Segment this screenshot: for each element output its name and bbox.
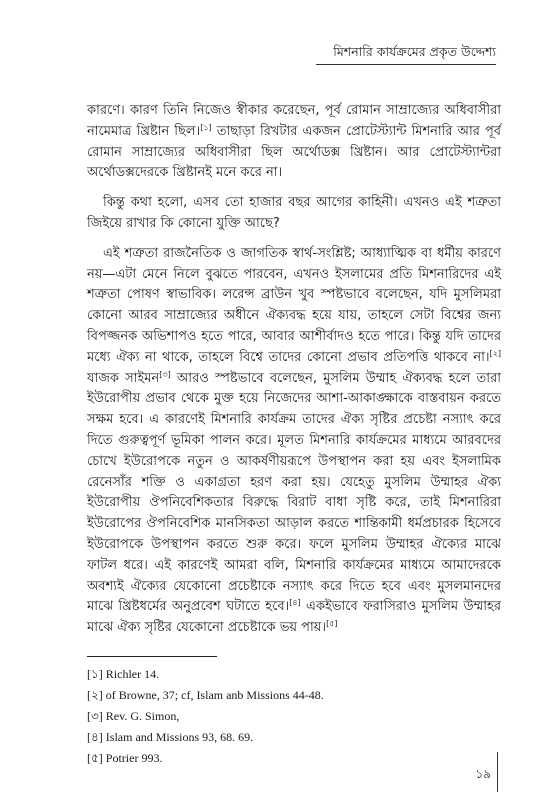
body-text <box>87 101 501 648</box>
footnote-marker: [১] <box>200 122 212 132</box>
footnote: [৩] Rev. G. Simon, <box>87 709 180 723</box>
page-number: ১৯ <box>475 767 491 781</box>
paragraph <box>87 101 501 184</box>
running-head: মিশনারি কার্যক্রমের প্রকৃত উদ্দেশ্য <box>333 44 496 59</box>
paragraph-text: আরও স্পষ্টভাবে বলেছেন, মুসলিম উম্মাহ ঐক্যবদ্ধ হলে তারা ইউরোপীয় প্রভাব থেকে মুক্ত হয়ে নিজেদের আশা-আকাঙ্ক্ষাকে বাস্তবায়ন করতে সক্ষম হবে। এ কারণেই মিশনারি কার্যক্রম তাদের ঐক্য সৃষ্টির প্রচেষ্টা নস্যাৎ করে দিতে গুরুত্বপূর্ণ ভূমিকা পালন করে। মূলত মিশনারি কার্যক্রমের মাধ্যমে আরবদের চোখে ইউরোপকে নতুন ও আকর্ষণীয়রূপে উপস্থাপন করা হয় এবং ইসলামিক রেনেসাঁর শক্তি ও একাগ্রতা হরণ করা হয়। যেহেতু মুসলিম উম্মাহর ঐক্য ইউরোপীয় ঔপনিবেশিকতার বিরুদ্ধে বিরাট বাধা সৃষ্টি করে, তাই মিশনারিরা ইউরোপের ঔপনিবেশিক মানসিকতা আড়াল করতে শান্তিকামী ধর্মপ্রচারক হিসেবে ইউরোপকে উপস্থাপন করতে শুরু করে। ফলে মুসলিম উম্মাহর ঐক্যের মাঝে ফাটল ধরে। এই কারণেই আমরা বলি, মিশনারি কার্যক্রমের মাধ্যমে আমাদেরকে অবশ্যই ঐক্যের যেকোনো প্রচেষ্টাকে নস্যাৎ করে দিতে হবে এবং মুসলমানদের মাঝে খ্রিষ্টধর্মের অনুপ্রবেশ ঘটাতে হবে। <box>87 370 501 615</box>
paragraph-text: এই শত্রুতা রাজনৈতিক ও জাগতিক স্বার্থ-সংশ্লিষ্ট; আধ্যাত্মিক বা ধর্মীয় কারণে নয়—এটা মেনে নিলে বুঝতে পারবেন, এখনও ইসলামের প্রতি মিশনারিদের এই শত্রুতা পোষণ স্বাভাবিক। লরেন্স ব্রাউন খুব স্পষ্টভাবে বলেছেন, যদি মুসলিমরা কোনো আরব সাম্রাজ্যের অধীনে ঐক্যবদ্ধ হয়ে যায়, তাহলে সেটা বিশ্বের জন্য বিপজ্জনক অভিশাপও হতে পারে, আবার আশীর্বাদও হতে পারে। কিন্তু যদি তাদের মধ্যে ঐক্য না থাকে, তাহলে বিশ্বে তাদের কোনো প্রভাব প্রতিপত্তি থাকবে না। <box>87 245 501 365</box>
footnote: [৫] Potrier 993. <box>87 751 163 765</box>
footnote-marker: [৫] <box>326 619 338 629</box>
paragraph-text: কারণে। কারণ তিনি নিজেও স্বীকার করেছেন, পূর্ব রোমান সাম্রাজ্যের অধিবাসীরা নামেমাত্র খ্রিষ্টান ছিল। <box>87 103 501 139</box>
paragraph-text: যাজক সাইমন <box>87 370 160 386</box>
footnote-rule <box>87 656 217 657</box>
footnotes <box>87 664 501 769</box>
footnote: [২] of Browne, 37; cf, Islam anb Missions 44-48. <box>87 688 324 702</box>
footnote-marker: [৩] <box>159 369 171 379</box>
footnote: [১] Richler 14. <box>87 667 160 681</box>
paragraph-text: একইভাবে ফরাসিরাও মুসলিম উম্মাহর মাঝে ঐক্য সৃষ্টির যেকোনো প্রচেষ্টাকে ভয় পায়। <box>87 599 501 636</box>
paragraph-text: কিন্তু কথা হলো, এসব তো হাজার বছর আগের কাহিনী। এখনও এই শত্রুতা জিইয়ে রাখার কি কোনো যুক্তি আছে? <box>87 195 501 231</box>
footnote-marker: [২] <box>489 348 501 358</box>
footnote-marker: [৪] <box>289 598 301 608</box>
header-rule <box>316 64 496 65</box>
footnote: [৪] Islam and Missions 93, 68. 69. <box>87 730 254 744</box>
paragraph <box>87 193 501 235</box>
paragraph <box>87 244 501 639</box>
folio-divider <box>497 752 498 792</box>
paragraph-text: তাছাড়া রিখটার একজন প্রোটেস্ট্যান্ট মিশনারি আর পূর্ব রোমান সাম্রাজ্যের অধিবাসীরা ছিল অর্থোডক্স খ্রিষ্টান। আর প্রোটেস্ট্যান্টরা অর্থোডক্সদেরকে খ্রিষ্টানই মনে করে না। <box>87 123 502 181</box>
